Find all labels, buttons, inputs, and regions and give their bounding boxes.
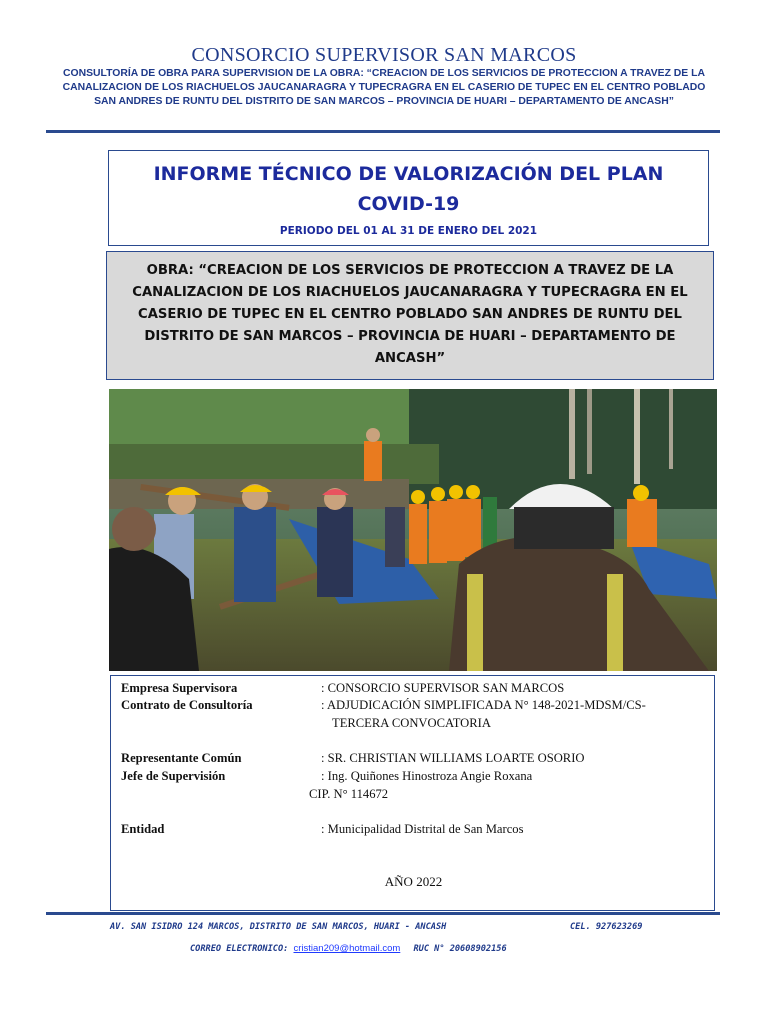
project-info-box xyxy=(110,675,715,911)
empresa-value: : CONSORCIO SUPERVISOR SAN MARCOS xyxy=(321,681,565,695)
entidad-value: : Municipalidad Distrital de San Marcos xyxy=(321,822,524,836)
footer-divider xyxy=(46,912,720,915)
representante-label: Representante Común xyxy=(121,751,242,765)
footer-ruc: RUC N° 20608902156 xyxy=(413,944,507,954)
report-title: INFORME TÉCNICO DE VALORIZACIÓN DEL PLAN COVID-19 xyxy=(153,163,664,215)
footer-address-line xyxy=(110,922,710,932)
obra-box xyxy=(106,251,714,380)
report-year: AÑO 2022 xyxy=(384,874,443,889)
obra-text: OBRA: “CREACION DE LOS SERVICIOS DE PROTECCION A TRAVEZ DE LA CANALIZACION DE LOS RIACHUELOS JAUCANARAGRA Y TUPECRAGRA EN EL CASERIO DE TUPEC EN EL CENTRO POBLADO SAN ANDRES DE RUNTU DEL DISTRITO DE SAN MARCOS – PROVINCIA DE HUARI – DEPARTAMENTO DE ANCASH” xyxy=(132,263,688,366)
footer-email-link[interactable]: cristian209@hotmail.com xyxy=(293,943,401,954)
representante-value: : SR. CHRISTIAN WILLIAMS LOARTE OSORIO xyxy=(321,751,585,765)
jefe-label: Jefe de Supervisión xyxy=(121,769,226,783)
footer-phone: CEL. 927623269 xyxy=(570,922,643,932)
footer-contact-line xyxy=(190,943,690,954)
header-divider xyxy=(46,130,720,133)
jefe-value: : Ing. Quiñones Hinostroza Angie Roxana xyxy=(321,769,533,783)
empresa-label: Empresa Supervisora xyxy=(121,681,238,695)
report-title-box xyxy=(108,150,709,246)
cip-number: CIP. N° 114672 xyxy=(309,787,389,801)
site-photo xyxy=(109,389,717,671)
contrato-value-line2: TERCERA CONVOCATORIA xyxy=(332,716,491,730)
report-period: PERIODO DEL 01 AL 31 DE ENERO DEL 2021 xyxy=(279,225,538,237)
contrato-value-line1: : ADJUDICACIÓN SIMPLIFICADA N° 148-2021-MDSM/CS- xyxy=(321,698,646,712)
entidad-label: Entidad xyxy=(121,822,165,836)
company-name: CONSORCIO SUPERVISOR SAN MARCOS xyxy=(191,44,577,66)
consultancy-description: CONSULTORÍA DE OBRA PARA SUPERVISION DE LA OBRA: “CREACION DE LOS SERVICIOS DE PROTECCION A TRAVEZ DE LA CANALIZACION DE LOS RIACHUELOS JAUCANARAGRA Y TUPECRAGRA EN EL CASERIO DE TUPEC EN EL CENTRO POBLADO SAN ANDRES DE RUNTU DEL DISTRITO DE SAN MARCOS – PROVINCIA DE HUARI – DEPARTAMENTO DE ANCASH” xyxy=(62,68,706,107)
footer-address: AV. SAN ISIDRO 124 MARCOS, DISTRITO DE SAN MARCOS, HUARI - ANCASH xyxy=(110,922,447,932)
contrato-label: Contrato de Consultoría xyxy=(121,698,253,712)
footer-email-label: CORREO ELECTRONICO: xyxy=(190,944,289,954)
